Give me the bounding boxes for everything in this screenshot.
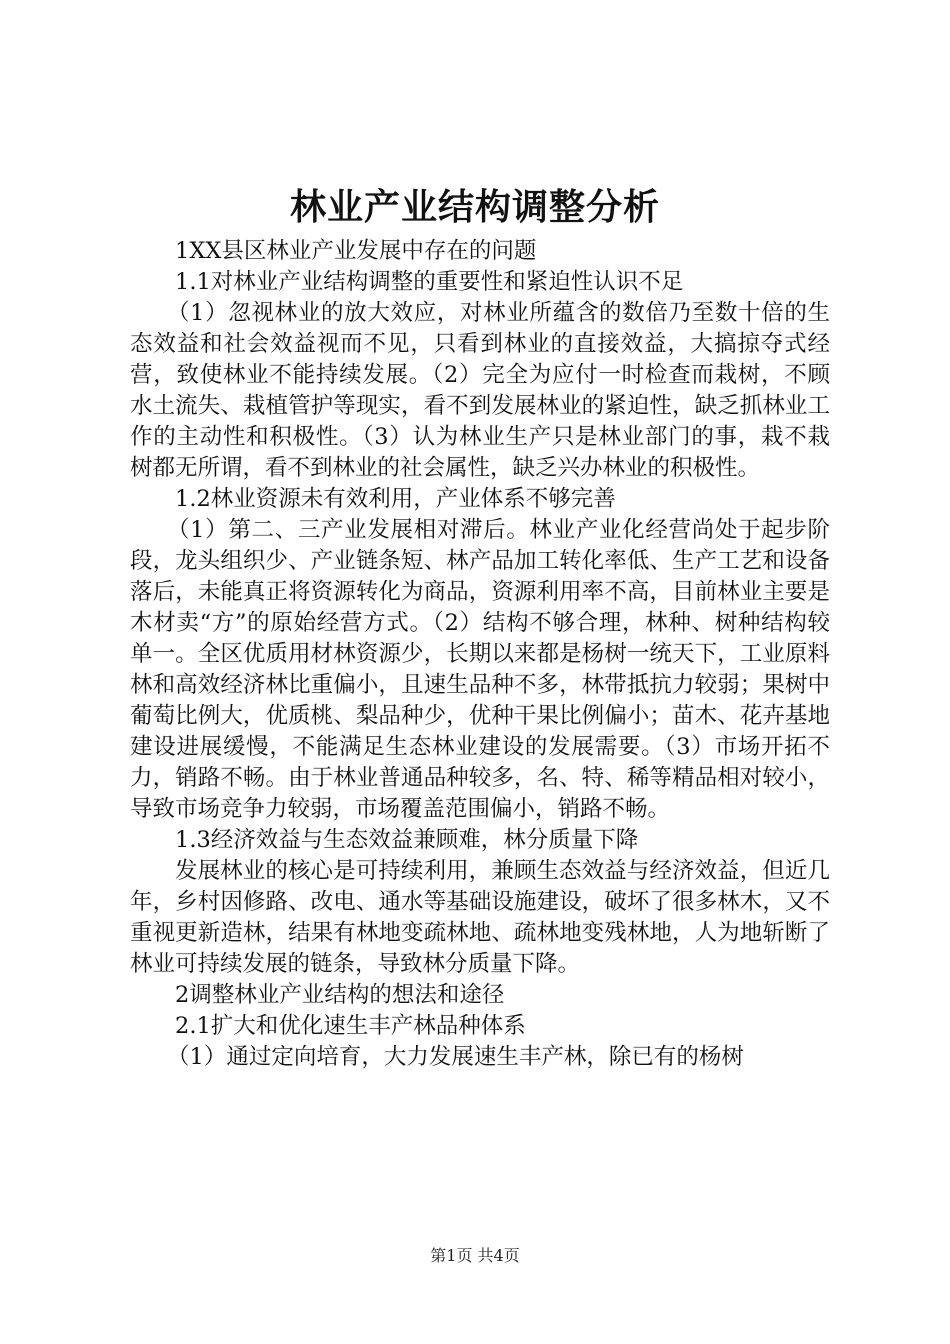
document-title: 林业产业结构调整分析: [289, 187, 660, 228]
section-heading-2-1: 2.1扩大和优化速生丰产林品种体系: [175, 1013, 526, 1039]
paragraph: （1）第二、三产业发展相对滞后。林业产业化经营尚处于起步阶段，龙头组织少、产业链条短、林产品加工转化率低、生产工艺和设备落后，未能真正将资源转化为商品，资源利用率不高，目前林业主要是木材卖“方”的原始经营方式。（2）结构不够合理，林种、树种结构较单一。全区优质用材林资源少，长期以来都是杨树一统天下，工业原料林和高效经济林比重偏小，且速生品种不多，林带抵抗力较弱；果树中葡萄比例大，优质桃、梨品种少，优种干果比例偏小；苗木、花卉基地建设进展缓慢，不能满足生态林业建设的发展需要。（3）市场开拓不力，销路不畅。由于林业普通品种较多，名、特、稀等精品相对较小，导致市场竞争力较弱，市场覆盖范围偏小，销路不畅。: [130, 517, 830, 822]
section-heading-1: 1XX县区林业产业发展中存在的问题: [175, 238, 537, 264]
paragraph: （1）通过定向培育，大力发展速生丰产林，除已有的杨树: [167, 1044, 744, 1070]
section-heading-1-3: 1.3经济效益与生态效益兼顾难，林分质量下降: [175, 827, 639, 853]
paragraph: 发展林业的核心是可持续利用，兼顾生态效益与经济效益，但近几年，乡村因修路、改电、通水等基础设施建设，破坏了很多林木，又不重视更新造林，结果有林地变疏林地、疏林地变残林地，人为地斩断了林业可持续发展的链条，导致林分质量下降。: [130, 858, 830, 977]
section-heading-1-1: 1.1对林业产业结构调整的重要性和紧迫性认识不足: [175, 269, 684, 295]
document-body: [130, 236, 830, 1073]
section-heading-2: 2调整林业产业结构的想法和途径: [175, 982, 505, 1008]
section-heading-1-2: 1.2林业资源未有效利用，产业体系不够完善: [175, 486, 616, 512]
page-footer: 第1页 共4页: [430, 1246, 520, 1265]
paragraph: （1）忽视林业的放大效应，对林业所蕴含的数倍乃至数十倍的生态效益和社会效益视而不见，只看到林业的直接效益，大搞掠夺式经营，致使林业不能持续发展。（2）完全为应付一时检查而栽树，不顾水土流失、栽植管护等现实，看不到发展林业的紧迫性，缺乏抓林业工作的主动性和积极性。（3）认为林业生产只是林业部门的事，栽不栽树都无所谓，看不到林业的社会属性，缺乏兴办林业的积极性。: [130, 300, 830, 481]
